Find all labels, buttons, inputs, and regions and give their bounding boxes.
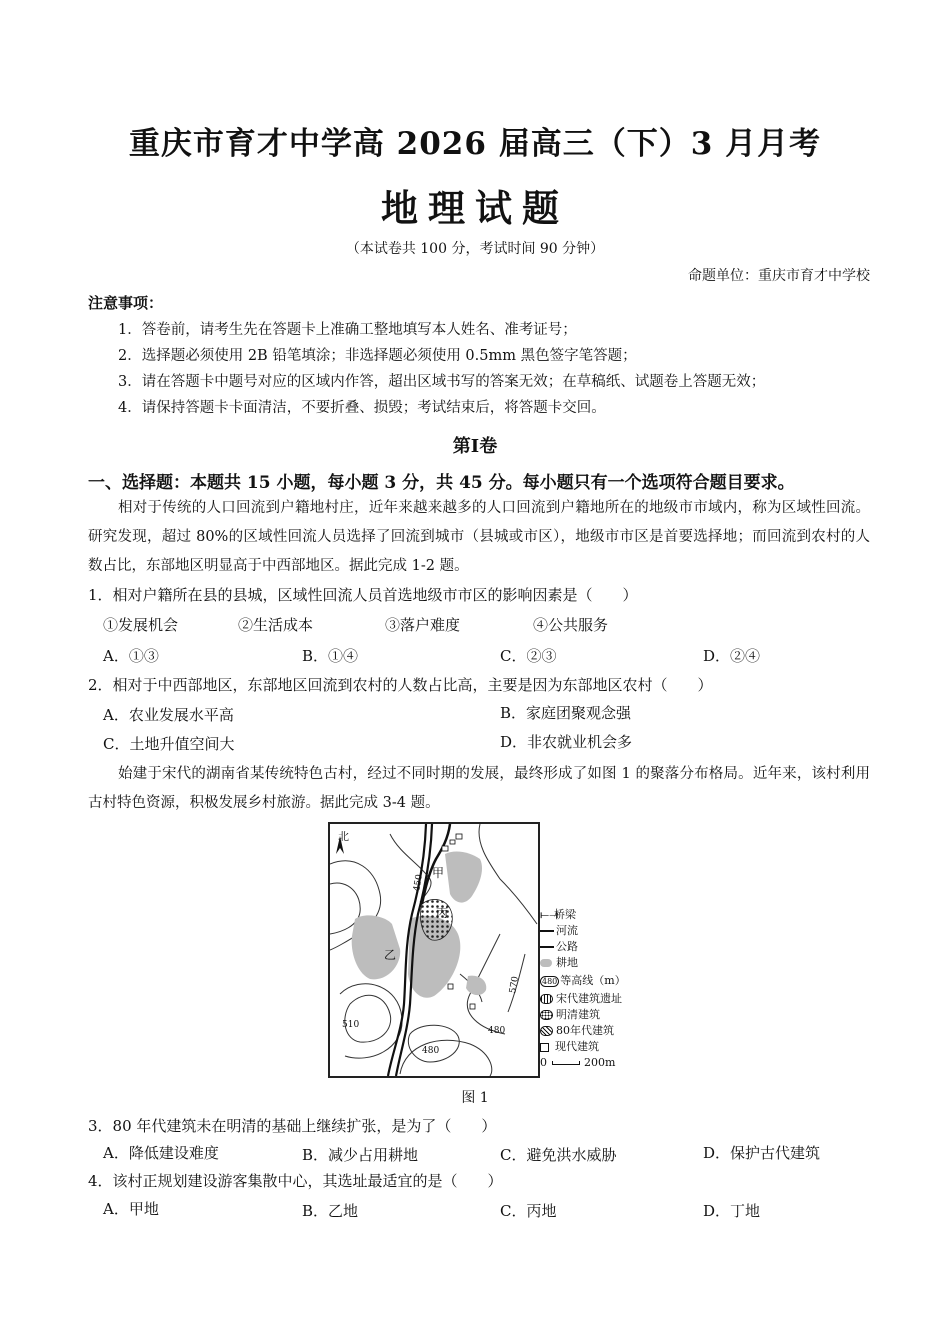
passage-1: 相对于传统的人口回流到户籍地村庄，近年来越来越多的人口回流到户籍地所在的地级市市域内，称为区域性回流。研究发现，超过 80%的区域性回流人员选择了回流到城市（县城或市区），地级市市区是首要选择地；而回流到农村的人数占比，东部地区明显高于中西部地区。据此完成 1-2 题。	[88, 500, 870, 574]
q3-option-b[interactable]: B．减少占用耕地	[302, 1146, 419, 1164]
notice-heading: 注意事项：	[88, 294, 164, 312]
part-title: 第Ⅰ卷	[452, 436, 498, 457]
legend-item-80s: 80年代建筑	[540, 1022, 614, 1038]
scale-bar	[540, 1056, 615, 1069]
eighties-building-icon	[540, 1026, 553, 1036]
q4-option-d[interactable]: D．丁地	[703, 1202, 761, 1220]
road-icon	[540, 946, 554, 948]
subject-title: 地理试题	[381, 186, 569, 230]
question-2-stem: 2．相对于中西部地区，东部地区回流到农村的人数占比高，主要是因为东部地区农村（ ）	[88, 676, 713, 694]
mingqing-icon	[540, 1010, 553, 1020]
north-label: 北	[338, 830, 349, 843]
legend-item-contour: 480 等高线（m）	[542, 974, 626, 987]
q1-factor: ③落户难度	[385, 616, 461, 634]
notice-item: 4．请保持答题卡卡面清洁，不要折叠、损毁；考试结束后，将答题卡交回。	[118, 400, 606, 416]
legend-item-mingqing: 明清建筑	[540, 1006, 600, 1022]
river-icon	[540, 930, 554, 932]
passage-2: 始建于宋代的湖南省某传统特色古村，经过不同时期的发展，最终形成了如图 1 的聚落分布格局。近年来，该村利用古村特色资源，积极发展乡村旅游。据此完成 3-4 题。	[88, 766, 870, 811]
scale-zero: 0	[540, 1056, 547, 1069]
q3-option-c[interactable]: C．避免洪水威胁	[500, 1146, 617, 1164]
q1-option-b[interactable]: B．①④	[302, 647, 359, 665]
notice-item: 3．请在答题卡中题号对应的区域内作答，超出区域书写的答案无效；在草稿纸、试题卷上答题无效；	[118, 374, 766, 390]
q1-factor: ④公共服务	[533, 616, 609, 634]
contour-icon: 480	[542, 977, 558, 986]
song-ruins-icon	[540, 994, 553, 1004]
q1-option-d[interactable]: D．②④	[703, 647, 761, 665]
q2-option-d[interactable]: D．非农就业机会多	[500, 733, 633, 751]
question-1-stem: 1．相对户籍所在县的县城，区域性回流人员首选地级市市区的影响因素是（ ）	[88, 586, 638, 604]
notice-item: 2．选择题必须使用 2B 铅笔填涂；非选择题必须使用 0.5mm 黑色签字笔答题；	[118, 348, 637, 364]
map-label-bing: 丙	[436, 906, 449, 920]
legend-item-song: 宋代建筑遗址	[540, 990, 622, 1006]
q2-option-b[interactable]: B．家庭团聚观念强	[500, 704, 632, 722]
legend-item-modern: 现代建筑	[540, 1038, 599, 1054]
legend-item-river: 河流	[540, 922, 578, 938]
contour-label: 510	[342, 1020, 360, 1030]
contour-label: 450	[412, 873, 426, 893]
exam-title: 重庆市育才中学高 2026 届高三（下）3 月月考	[128, 126, 822, 162]
scale-value: 200m	[584, 1056, 616, 1069]
modern-building-icon	[540, 1043, 549, 1052]
q1-option-a[interactable]: A．①③	[103, 647, 159, 665]
bridge-icon: ⟝⟞	[540, 908, 559, 921]
map-label-jia: 甲	[432, 866, 445, 880]
q1-option-c[interactable]: C．②③	[500, 647, 557, 665]
legend-item-farmland: 耕地	[540, 954, 578, 970]
figure-caption: 图 1	[461, 1090, 489, 1106]
q3-option-d[interactable]: D．保护古代建筑	[703, 1144, 821, 1162]
question-3-stem: 3．80 年代建筑未在明清的基础上继续扩张，是为了（ ）	[88, 1117, 497, 1135]
q4-option-c[interactable]: C．丙地	[500, 1202, 557, 1220]
contour-label: 570	[508, 975, 522, 995]
legend-item-bridge: ⟝⟞桥梁	[540, 908, 576, 921]
legend-item-road: 公路	[540, 938, 578, 954]
contour-label: 480	[488, 1026, 506, 1036]
map-label-yi: 乙	[384, 948, 397, 962]
contour-label: 480	[422, 1046, 440, 1056]
q4-option-b[interactable]: B．乙地	[302, 1202, 359, 1220]
question-4-stem: 4．该村正规划建设游客集散中心，其选址最适宜的是（ ）	[88, 1172, 503, 1190]
notice-item: 1．答卷前，请考生先在答题卡上准确工整地填写本人姓名、准考证号；	[118, 322, 577, 338]
exam-info: （本试卷共 100 分，考试时间 90 分钟）	[345, 241, 605, 257]
section-title: 一、选择题：本题共 15 小题，每小题 3 分，共 45 分。每小题只有一个选项符合题目要求。	[88, 473, 795, 493]
village-map	[328, 822, 540, 1078]
q3-option-a[interactable]: A．降低建设难度	[103, 1144, 219, 1162]
village-map-svg	[330, 824, 538, 1076]
q1-factor: ①发展机会	[103, 616, 179, 634]
scale-bar-line	[552, 1061, 580, 1065]
farmland-icon	[540, 959, 552, 967]
setter-unit: 命题单位：重庆市育才中学校	[688, 268, 870, 284]
q4-option-a[interactable]: A．甲地	[103, 1200, 159, 1218]
q2-option-c[interactable]: C．土地升值空间大	[103, 735, 235, 753]
q2-option-a[interactable]: A．农业发展水平高	[103, 706, 234, 724]
q1-factor: ②生活成本	[238, 616, 314, 634]
